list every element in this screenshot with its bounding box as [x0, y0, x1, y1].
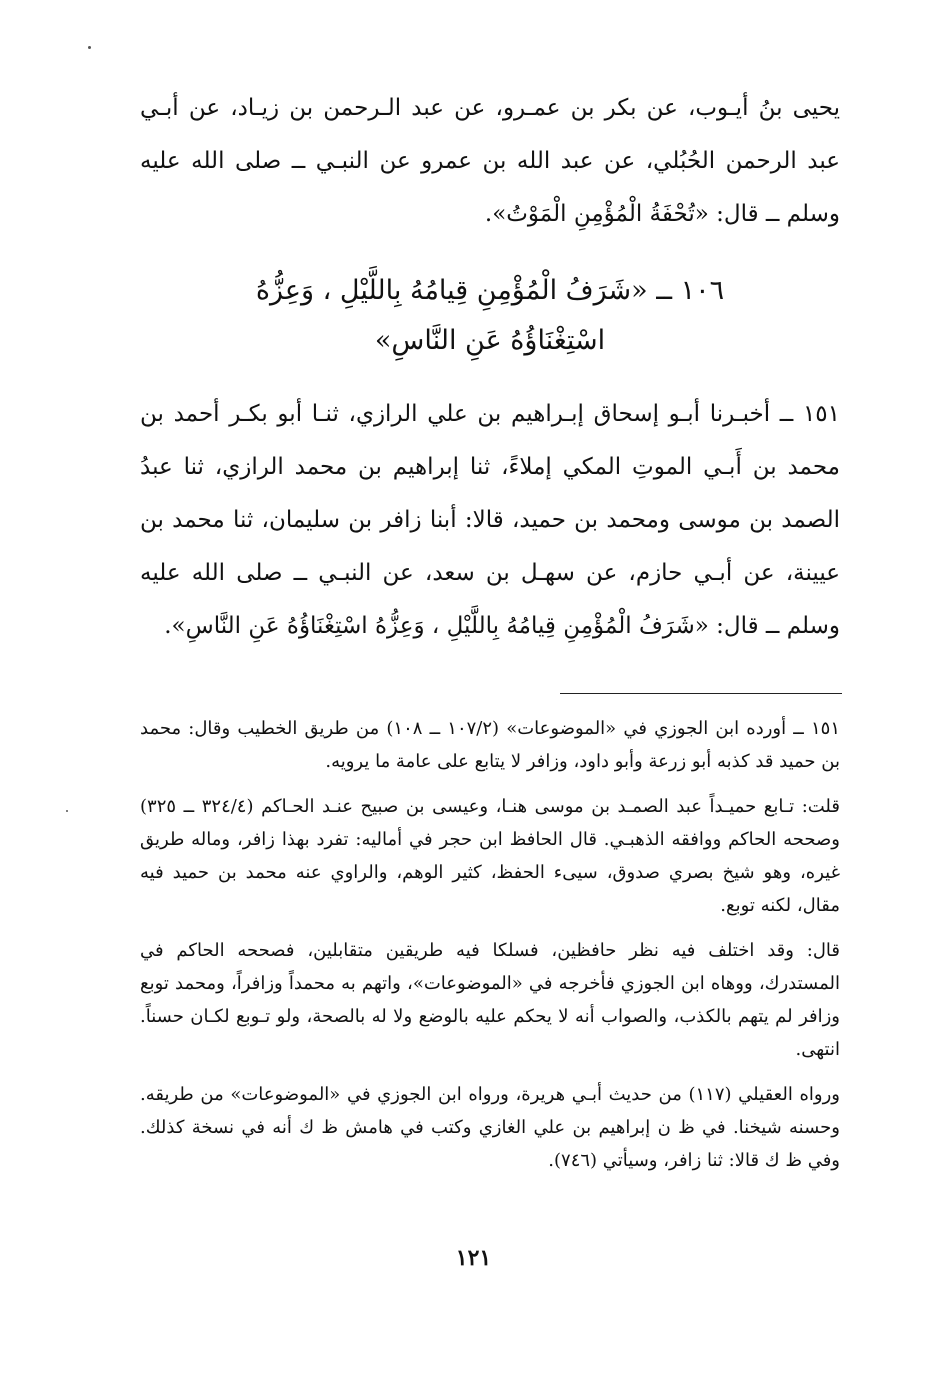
hadith-text-block: [140, 388, 840, 653]
heading-line-1: ١٠٦ ــ «شَرَفُ الْمُؤْمِنِ قِيامُهُ بِاللَّيْلِ ، وَعِزُّهُ: [255, 275, 725, 306]
hadith-heading: [140, 266, 840, 366]
footnote-separator: [560, 693, 842, 694]
main-paragraph: يحيى بنُ أيـوب، عن بكر بن عمـرو، عن عبد الـرحمن بن زيـاد، عن أبـي عبد الرحمن الحُبُلي، عن عبد الله بن عمرو عن النبـي ــ صلى الله عليه وسلم ــ قال: «تُحْفَةُ الْمُؤْمِنِ الْمَوْتُ».: [140, 95, 840, 227]
footnote-1: ١٥١ ــ أورده ابن الجوزي في «الموضوعات» (١٠٧/٢ ــ ١٠٨) من طريق الخطيب وقال: محمد بن حميد قد كذبه أبو زرعة وأبو داود، وزافر لا يتابع على عامة ما يرويه.: [140, 718, 840, 772]
main-text-block: [140, 82, 840, 241]
scan-speck: [66, 810, 68, 812]
footnote-3: قال: وقد اختلف فيه نظر حافظين، فسلكا فيه طريقين متقابلين، فصححه الحاكم في المستدرك، ووهاه ابن الجوزي فأخرجه في «الموضوعات»، واتهم به محمداً وزافراً، ومحمد توبع وزافر لم يتهم بالكذب، والصواب أنه لا يحكم عليه بالوضع ولا له بالصحة، ولو تـوبع لكـان حسناً. انتهى.: [140, 940, 840, 1060]
scan-speck: [88, 46, 91, 49]
footnote-4: ورواه العقيلي (١١٧) من حديث أبـي هريرة، ورواه ابن الجوزي في «الموضوعات» من طريقه. وحسنه شيخنا. في ظ ن إبراهيم بن علي الغازي وكتب في هامش ظ ك أنه في نسخة كذلك. وفي ظ ك قالا: ثنا زافر، وسيأتي (٧٤٦).: [140, 1084, 840, 1171]
heading-line-2: اسْتِغْنَاؤُهُ عَنِ النَّاسِ»: [374, 325, 606, 356]
footnote-2: قلت: تـابع حميـداً عبد الصمـد بن موسى هنـا، وعيسى بن صبيح عنـد الحـاكم (٣٢٤/٤ ــ ٣٢٥) وصححه الحاكم ووافقه الذهبـي. قال الحافظ ابن حجر في أماليه: تفرد بهذا زافر، وماله طريق غيره، وهو شيخ بصري صدوق، سيىء الحفظ، كثير الوهم، والراوي عنه محمد بن حميد فيه مقال، لكنه توبع.: [140, 796, 840, 916]
footnotes-block: [140, 712, 840, 1189]
page-number: ١٢١: [455, 1245, 492, 1271]
hadith-paragraph: ١٥١ ــ أخبـرنا أبـو إسحاق إبـراهيم بن علي الرازي، ثنـا أبو بكـر أحمد بن محمد بن أَبـي الموتِ المكي إملاءً، ثنا إبراهيم بن محمد الرازي، ثنا عبدُ الصمد بن موسى ومحمد بن حميد، قالا: أبنا زافر بن سليمان، ثنا محمد بن عيينة، عن أبـي حازم، عن سهـل بن سعد، عن النبـي ــ صلى الله عليه وسلم ــ قال: «شَرَفُ الْمُؤْمِنِ قِيامُهُ بِاللَّيْلِ ، وَعِزُّهُ اسْتِغْنَاؤُهُ عَنِ النَّاسِ».: [140, 401, 840, 639]
